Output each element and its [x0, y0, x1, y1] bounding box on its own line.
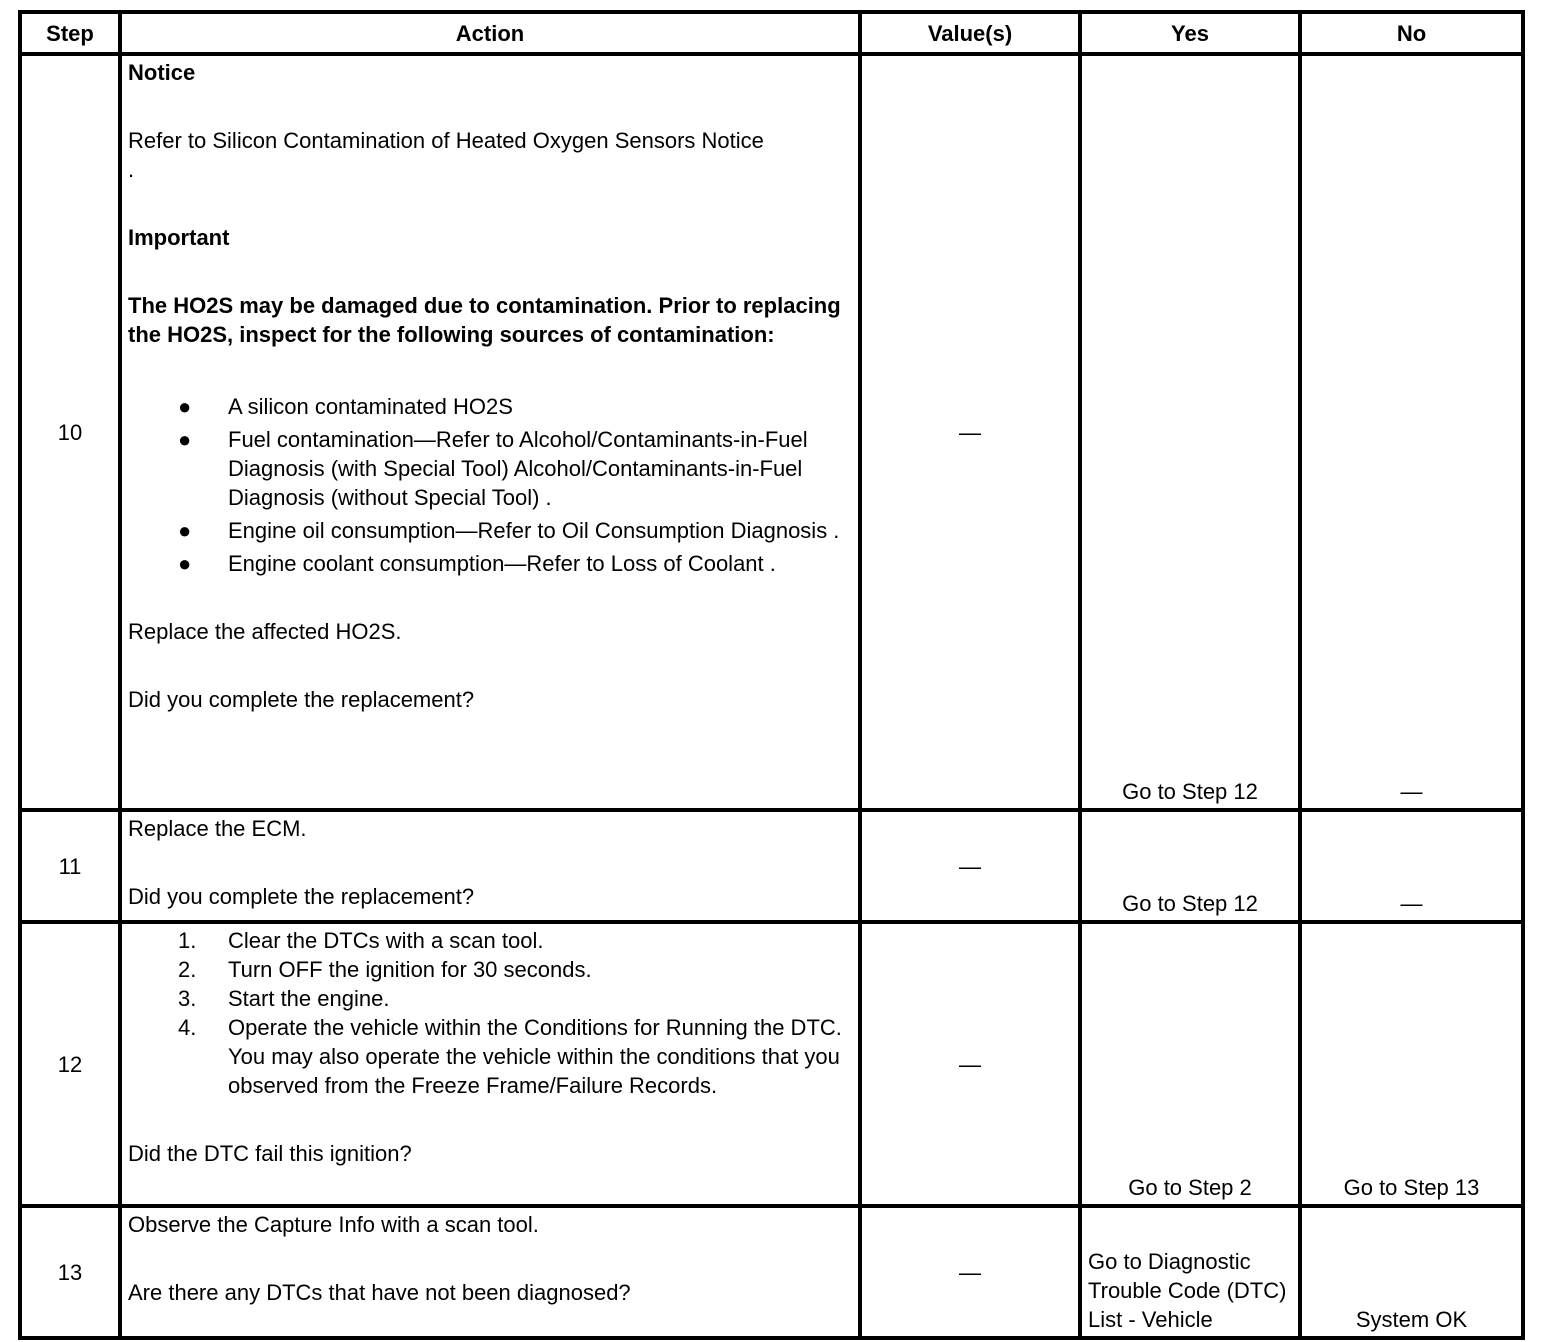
bullet-icon: ●: [178, 427, 192, 452]
yes-cell: Go to Diagnostic Trouble Code (DTC) List - Vehicle: [1080, 1206, 1300, 1338]
bullet-icon: ●: [178, 551, 192, 576]
table-row-step-13: [20, 1206, 1523, 1338]
header-yes: Yes: [1080, 12, 1300, 54]
notice-text: Refer to Silicon Contamination of Heated Oxygen Sensors Notice: [128, 128, 764, 153]
table-row-step-10: [20, 54, 1523, 810]
important-label: Important: [128, 225, 230, 250]
step-number: 12: [20, 922, 120, 1206]
no-cell: System OK: [1300, 1206, 1523, 1338]
list-item: ● A silicon contaminated HO2S: [178, 394, 513, 419]
action-cell: [120, 54, 860, 810]
list-item: ● Fuel contamination—Refer to Alcohol/Contaminants-in-Fuel Diagnosis (with Special Tool) Alcohol/Contaminants-in-Fuel Diagnosis (without Special Tool) .: [178, 427, 808, 510]
yes-cell: Go to Step 12: [1080, 54, 1300, 810]
yes-cell: Go to Step 2: [1080, 922, 1300, 1206]
action-cell: [120, 1206, 860, 1338]
contamination-list: [128, 392, 854, 578]
list-item: 4. Operate the vehicle within the Conditions for Running the DTC. You may also operate the vehicle within the conditions that you observed from the Freeze Frame/Failure Records.: [178, 1015, 842, 1098]
header-no: No: [1300, 12, 1523, 54]
question-text: Did you complete the replacement?: [128, 687, 475, 712]
action-cell: [120, 922, 860, 1206]
instruction-text: Observe the Capture Info with a scan tool.: [128, 1212, 539, 1237]
procedure-list: [128, 926, 854, 1100]
list-item: 1. Clear the DTCs with a scan tool.: [178, 928, 544, 953]
no-cell: Go to Step 13: [1300, 922, 1523, 1206]
step-number: 11: [20, 810, 120, 922]
question-text: Did the DTC fail this ignition?: [128, 1141, 412, 1166]
step-number: 13: [20, 1206, 120, 1338]
bullet-icon: ●: [178, 394, 192, 419]
list-item: ● Engine coolant consumption—Refer to Loss of Coolant .: [178, 551, 776, 576]
action-cell: [120, 810, 860, 922]
table-row-step-12: [20, 922, 1523, 1206]
value-cell: —: [860, 54, 1080, 810]
step-number: 10: [20, 54, 120, 810]
instruction-text: Replace the ECM.: [128, 816, 307, 841]
no-cell: —: [1300, 54, 1523, 810]
important-text: The HO2S may be damaged due to contamination. Prior to replacing the HO2S, inspect for the following sources of contamination:: [128, 293, 841, 347]
notice-period: .: [128, 157, 135, 182]
yes-cell: Go to Step 12: [1080, 810, 1300, 922]
list-item: ● Engine oil consumption—Refer to Oil Consumption Diagnosis .: [178, 518, 840, 543]
instruction-text: Replace the affected HO2S.: [128, 619, 402, 644]
notice-label: Notice: [128, 60, 196, 85]
question-text: Are there any DTCs that have not been diagnosed?: [128, 1280, 631, 1305]
header-action: Action: [120, 12, 860, 54]
list-item: 2. Turn OFF the ignition for 30 seconds.: [178, 957, 592, 982]
diagnostic-table: [18, 10, 1525, 1340]
question-text: Did you complete the replacement?: [128, 884, 475, 909]
header-values: Value(s): [860, 12, 1080, 54]
header-row: [20, 12, 1523, 54]
list-item: 3. Start the engine.: [178, 986, 390, 1011]
bullet-icon: ●: [178, 518, 192, 543]
table-row-step-11: [20, 810, 1523, 922]
value-cell: —: [860, 810, 1080, 922]
value-cell: —: [860, 1206, 1080, 1338]
no-cell: —: [1300, 810, 1523, 922]
header-step: Step: [20, 12, 120, 54]
value-cell: —: [860, 922, 1080, 1206]
